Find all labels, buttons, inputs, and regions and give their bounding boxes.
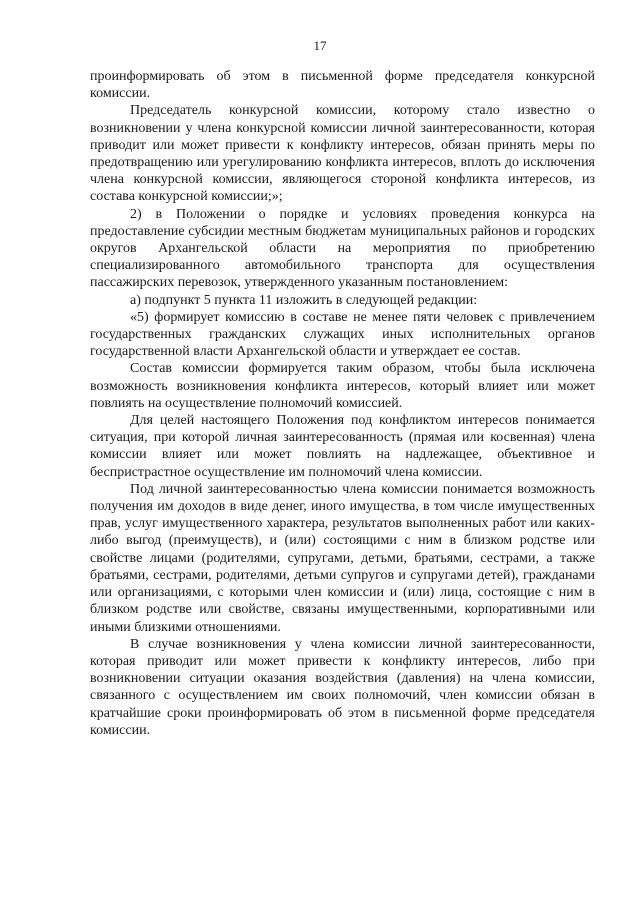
paragraph: проинформировать об этом в письменной форме председателя конкурсной комиссии. — [90, 69, 595, 102]
document-body — [90, 68, 595, 739]
page-number: 17 — [313, 38, 327, 53]
paragraph: а) подпункт 5 пункта 11 изложить в следующей редакции: — [130, 292, 478, 308]
paragraph: 2) в Положении о порядке и условиях проведения конкурса на предоставление субсидии местным бюджетам муниципальных районов и городских округов Архангельской области на мероприятия по приобретению специализированного автомобильного транспорта для осуществления пассажирских перевозок, утвержденного указанным постановлением: — [90, 206, 595, 291]
paragraph: В случае возникновения у члена комиссии личной заинтересованности, которая приводит или может привести к конфликту интересов, либо при возникновении ситуации оказания воздействия (давления) на члена комиссии, связанного с осуществлением им своих полномочий, член комиссии обязан в кратчайшие сроки проинформировать об этом в письменной форме председателя комиссии. — [90, 636, 595, 738]
paragraph: Состав комиссии формируется таким образом, чтобы была исключена возможность возникновения конфликта интересов, который влияет или может повлиять на осуществление полномочий комиссией. — [90, 361, 595, 411]
paragraph: Под личной заинтересованностью члена комиссии понимается возможность получения им доходов в виде денег, иного имущества, в том числе имущественных прав, услуг имущественного характера, результатов выполненных работ или каких-либо выгод (преимуществ), и (или) состоящими с ним в близком родстве или свойстве лицами (родителями, супругами, детьми, братьями, сестрами, а также братьями, сестрами, родителями, детьми супругов и супругами детей), гражданами или организациями, с которыми член комиссии и (или) лица, состоящие с ним в близком родстве или свойстве, связаны имущественными, корпоративными или иными близкими отношениями. — [90, 481, 595, 635]
paragraph: «5) формирует комиссию в составе не менее пяти человек с привлечением государственных гражданских служащих иных исполнительных органов государственной власти Архангельской области и утверждает ее состав. — [90, 309, 595, 360]
paragraph: Председатель конкурсной комиссии, которому стало известно о возникновении у члена конкурсной комиссии личной заинтересованности, которая приводит или может привести к конфликту интересов, обязан принять меры по предотвращению или урегулированию конфликта интересов, вплоть до исключения члена конкурсной комиссии, являющегося стороной конфликта интересов, из состава конкурсной комиссии;»; — [90, 103, 595, 205]
paragraph: Для целей настоящего Положения под конфликтом интересов понимается ситуация, при которой личная заинтересованность (прямая или косвенная) члена комиссии влияет или может повлиять на надлежащее, объективное и беспристрастное осуществление им полномочий члена комиссии. — [90, 413, 595, 480]
